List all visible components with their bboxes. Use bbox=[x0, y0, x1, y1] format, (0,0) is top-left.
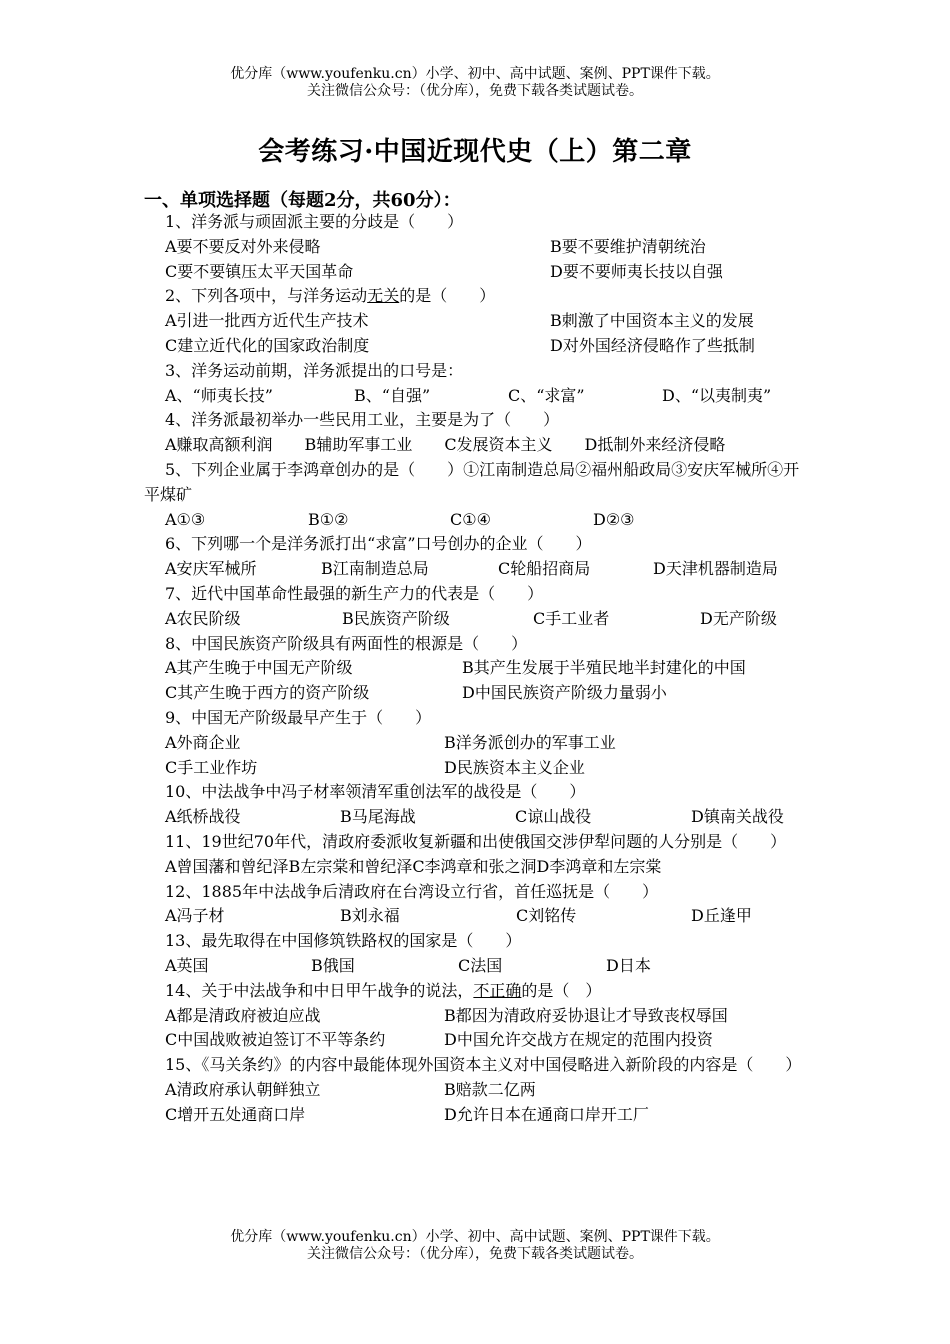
question-stem: 15、《马关条约》的内容中最能体现外国资本主义对中国侵略进入新阶段的内容是（ ） bbox=[165, 1055, 802, 1075]
option-b: B民族资产阶级 bbox=[342, 608, 450, 628]
option-c: C要不要镇压太平天国革命 bbox=[165, 261, 354, 281]
option-a: A清政府承认朝鲜独立 bbox=[165, 1079, 321, 1099]
header-line-1: 优分库（www.youfenku.cn）小学、初中、高中试题、案例、PPT课件下载。 bbox=[230, 66, 720, 82]
question-stem: 11、19世纪70年代，清政府委派收复新疆和出使俄国交涉伊犁问题的人分别是（ ） bbox=[165, 831, 787, 851]
option-d: D日本 bbox=[606, 955, 651, 975]
option-row bbox=[144, 1004, 810, 1029]
page-header bbox=[0, 66, 950, 100]
option-row bbox=[144, 508, 810, 533]
option-c: C①④ bbox=[450, 509, 491, 529]
option-row bbox=[144, 1103, 810, 1128]
option-a: A引进一批西方近代生产技术 bbox=[165, 311, 369, 331]
option-b: B要不要维护清朝统治 bbox=[550, 236, 706, 256]
option-a: A农民阶级 bbox=[165, 608, 241, 628]
question-stem: 9、中国无产阶级最早产生于（ ） bbox=[165, 707, 432, 727]
option-b: B江南制造总局 bbox=[321, 559, 429, 579]
question-stem: 13、最先取得在中国修筑铁路权的国家是（ ） bbox=[165, 931, 522, 951]
option-line: A曾国藩和曾纪泽B左宗棠和曾纪泽C李鸿章和张之洞D李鸿章和左宗棠 bbox=[165, 856, 662, 876]
option-line: A赚取高额利润 B辅助军事工业 C发展资本主义 D抵制外来经济侵略 bbox=[165, 435, 726, 455]
option-a: A要不要反对外来侵略 bbox=[165, 236, 321, 256]
option-row bbox=[144, 1078, 810, 1103]
option-d: D中国允许交战方在规定的范围内投资 bbox=[444, 1030, 713, 1050]
option-b: B、“自强” bbox=[354, 385, 431, 405]
option-d: D无产阶级 bbox=[700, 608, 777, 628]
footer-line-1: 优分库（www.youfenku.cn）小学、初中、高中试题、案例、PPT课件下载。 bbox=[230, 1229, 720, 1245]
option-row bbox=[144, 235, 810, 260]
option-b: B其产生发展于半殖民地半封建化的中国 bbox=[462, 658, 746, 678]
question-stem: 7、近代中国革命性最强的新生产力的代表是（ ） bbox=[165, 583, 544, 603]
option-b: B都因为清政府妥协退让才导致丧权辱国 bbox=[444, 1005, 728, 1025]
question-stem: 8、中国民族资产阶级具有两面性的根源是（ ） bbox=[165, 633, 528, 653]
option-a: A安庆军械所 bbox=[165, 559, 257, 579]
option-row bbox=[144, 384, 810, 409]
option-b: B刘永福 bbox=[340, 906, 400, 926]
option-row bbox=[144, 1028, 810, 1053]
option-d: D中国民族资产阶级力量弱小 bbox=[462, 683, 667, 703]
option-a: A纸桥战役 bbox=[165, 807, 241, 827]
option-row bbox=[144, 260, 810, 285]
option-b: B赔款二亿两 bbox=[444, 1079, 536, 1099]
option-d: D天津机器制造局 bbox=[653, 559, 778, 579]
option-c: C增开五处通商口岸 bbox=[165, 1104, 306, 1124]
option-row bbox=[144, 756, 810, 781]
page-title: 会考练习·中国近现代史（上）第二章 bbox=[258, 137, 692, 167]
option-a: A冯子材 bbox=[165, 906, 225, 926]
option-d: D丘逢甲 bbox=[691, 906, 752, 926]
option-row bbox=[144, 904, 810, 929]
option-c: C、“求富” bbox=[508, 385, 585, 405]
option-c: C法国 bbox=[458, 955, 503, 975]
option-a: A都是清政府被迫应战 bbox=[165, 1005, 321, 1025]
underlined-keyword: 不正确 bbox=[473, 980, 522, 1000]
underlined-keyword: 无关 bbox=[367, 286, 400, 306]
option-c: C刘铭传 bbox=[516, 906, 577, 926]
option-row bbox=[144, 309, 810, 334]
option-d: D允许日本在通商口岸开工厂 bbox=[444, 1104, 649, 1124]
header-line-2: 关注微信公众号：（优分库），免费下载各类试题试卷。 bbox=[307, 83, 643, 99]
option-row bbox=[144, 731, 810, 756]
option-a: A、“师夷长技” bbox=[165, 385, 273, 405]
option-row bbox=[144, 656, 810, 681]
option-d: D镇南关战役 bbox=[691, 807, 784, 827]
option-c: C谅山战役 bbox=[515, 807, 592, 827]
question-stem: 1、洋务派与顽固派主要的分歧是（ ） bbox=[165, 212, 464, 231]
option-b: B俄国 bbox=[311, 955, 355, 975]
question-stem: 14、关于中法战争和中日甲午战争的说法，不正确的是（ ） bbox=[165, 980, 602, 1000]
option-a: A英国 bbox=[165, 955, 209, 975]
option-row bbox=[144, 334, 810, 359]
question-stem: 4、洋务派最初举办一些民用工业，主要是为了（ ） bbox=[165, 410, 560, 430]
option-a: A①③ bbox=[165, 509, 206, 529]
option-a: A外商企业 bbox=[165, 732, 241, 752]
footer-line-2: 关注微信公众号：（优分库），免费下载各类试题试卷。 bbox=[307, 1246, 643, 1262]
question-stem: 10、中法战争中冯子材率领清军重创法军的战役是（ ） bbox=[165, 782, 586, 802]
question-stem: 12、1885年中法战争后清政府在台湾设立行省，首任巡抚是（ ） bbox=[165, 881, 659, 901]
question-stem: 5、下列企业属于李鸿章创办的是（ ）①江南制造总局②福州船政局③安庆军械所④开平煤矿 bbox=[144, 459, 800, 504]
question-stem: 6、下列哪一个是洋务派打出“求富”口号创办的企业（ ） bbox=[165, 534, 592, 554]
option-d: D②③ bbox=[593, 509, 635, 529]
page-footer bbox=[0, 1229, 950, 1263]
option-c: C手工业者 bbox=[533, 608, 610, 628]
option-row bbox=[144, 557, 810, 582]
question-stem: 2、下列各项中，与洋务运动无关的是（ ） bbox=[165, 286, 496, 306]
option-c: C手工业作坊 bbox=[165, 757, 258, 777]
option-c: C其产生晚于西方的资产阶级 bbox=[165, 683, 370, 703]
option-c: C轮船招商局 bbox=[498, 559, 591, 579]
option-c: C建立近代化的国家政治制度 bbox=[165, 335, 370, 355]
option-b: B①② bbox=[308, 509, 349, 529]
option-row bbox=[144, 607, 810, 632]
option-d: D对外国经济侵略作了些抵制 bbox=[550, 335, 755, 355]
option-b: B刺激了中国资本主义的发展 bbox=[550, 311, 754, 331]
section-heading: 一、单项选择题（每题2分，共60分）： bbox=[144, 190, 461, 211]
option-d: D民族资本主义企业 bbox=[444, 757, 585, 777]
question-list bbox=[144, 210, 810, 1127]
option-d: D、“以夷制夷” bbox=[662, 385, 772, 405]
option-d: D要不要师夷长技以自强 bbox=[550, 261, 723, 281]
option-b: B马尾海战 bbox=[340, 807, 416, 827]
option-row bbox=[144, 805, 810, 830]
option-c: C中国战败被迫签订不平等条约 bbox=[165, 1030, 386, 1050]
option-row bbox=[144, 954, 810, 979]
question-stem: 3、洋务运动前期，洋务派提出的口号是： bbox=[165, 360, 464, 380]
option-a: A其产生晚于中国无产阶级 bbox=[165, 658, 353, 678]
option-b: B洋务派创办的军事工业 bbox=[444, 732, 616, 752]
option-row bbox=[144, 681, 810, 706]
